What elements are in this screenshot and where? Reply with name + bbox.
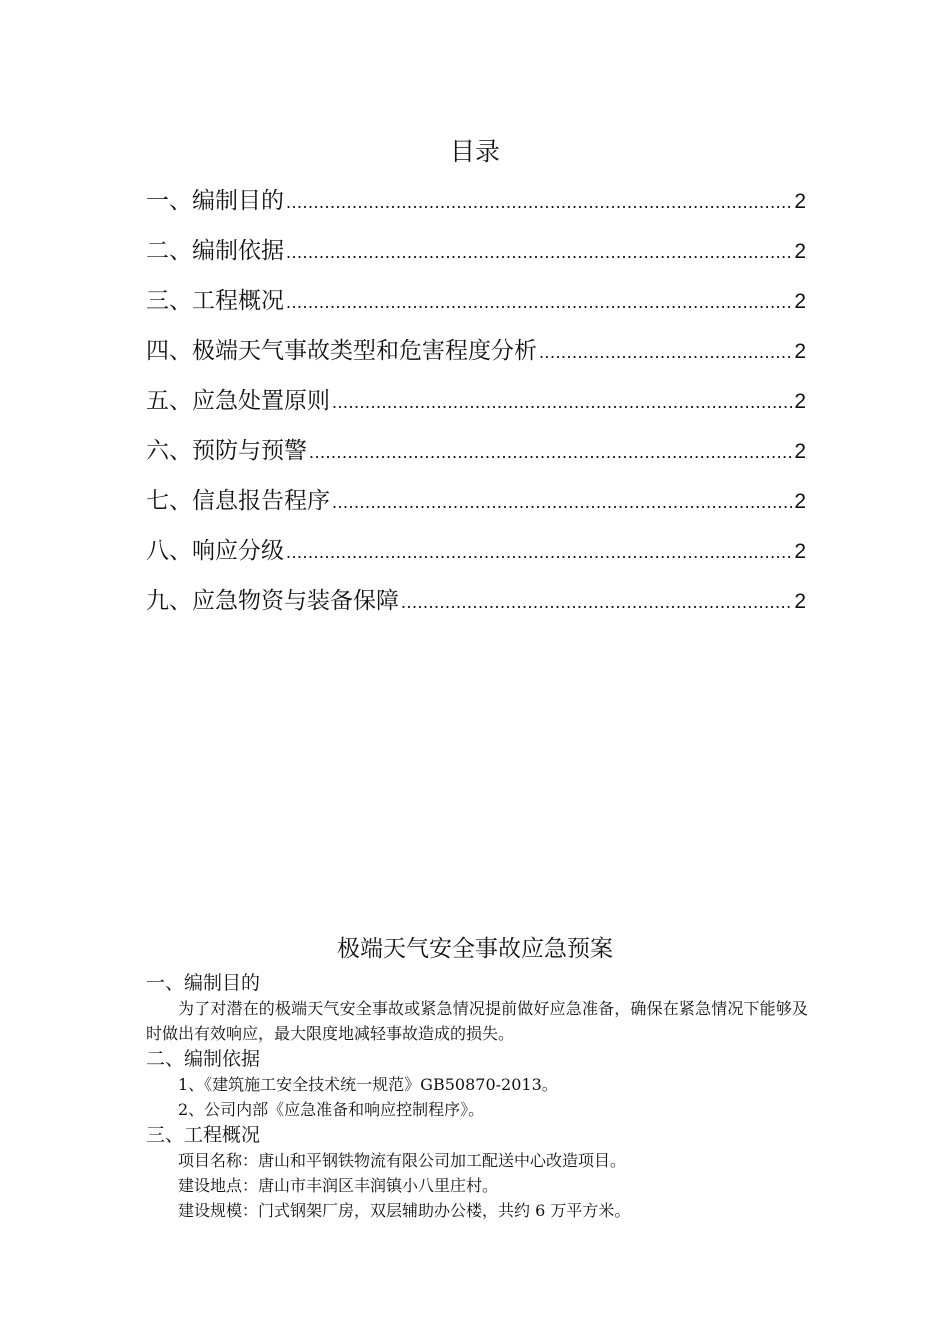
list-item: 建设地点：唐山市丰润区丰润镇小八里庄村。	[178, 1176, 499, 1195]
toc-entry[interactable]	[146, 432, 806, 482]
toc-entry-page: 2	[794, 290, 806, 313]
toc-entry-page: 2	[794, 590, 806, 613]
toc-entry[interactable]	[146, 282, 806, 332]
toc-entry[interactable]	[146, 182, 806, 232]
toc-leader-dots	[332, 392, 792, 413]
toc-entry-label: 三、工程概况	[146, 288, 284, 314]
toc-entry-page: 2	[794, 240, 806, 263]
toc-entry[interactable]	[146, 232, 806, 282]
list-item: 建设规模：门式钢架厂房，双层辅助办公楼，共约 6 万平方米。	[178, 1201, 631, 1220]
toc-leader-dots	[309, 442, 792, 463]
toc-entry-label: 九、应急物资与装备保障	[146, 588, 399, 614]
toc-entry[interactable]	[146, 332, 806, 382]
toc-leader-dots	[286, 192, 792, 213]
document-title: 极端天气安全事故应急预案	[337, 936, 613, 962]
toc-entry-page: 2	[794, 540, 806, 563]
section-heading: 三、工程概况	[146, 1124, 261, 1146]
toc-leader-dots	[401, 592, 792, 613]
section-paragraph: 为了对潜在的极端天气安全事故或紧急情况提前做好应急准备，确保在紧急情况下能够及时做出有效响应，最大限度地减轻事故造成的损失。	[146, 999, 808, 1043]
section-heading: 一、编制目的	[146, 972, 261, 994]
toc-entry-label: 七、信息报告程序	[146, 488, 330, 514]
toc-leader-dots	[332, 492, 792, 513]
toc-entry-page: 2	[794, 390, 806, 413]
list-item: 1、《建筑施工安全技术统一规范》GB50870-2013。	[178, 1075, 558, 1094]
table-of-contents	[146, 182, 806, 632]
toc-entry-label: 四、极端天气事故类型和危害程度分析	[146, 338, 537, 364]
toc-entry-label: 二、编制依据	[146, 238, 284, 264]
toc-entry[interactable]	[146, 532, 806, 582]
toc-entry-label: 八、响应分级	[146, 538, 284, 564]
toc-entry-label: 六、预防与预警	[146, 438, 307, 464]
section-heading: 二、编制依据	[146, 1048, 261, 1070]
toc-leader-dots	[286, 242, 792, 263]
toc-entry[interactable]	[146, 582, 806, 632]
toc-entry[interactable]	[146, 382, 806, 432]
toc-entry-page: 2	[794, 340, 806, 363]
list-item: 2、公司内部《应急准备和响应控制程序》。	[178, 1100, 485, 1119]
toc-leader-dots	[539, 342, 792, 363]
toc-entry-page: 2	[794, 190, 806, 213]
toc-entry-page: 2	[794, 440, 806, 463]
document-body	[146, 970, 808, 1223]
toc-entry-label: 五、应急处置原则	[146, 388, 330, 414]
toc-entry-label: 一、编制目的	[146, 188, 284, 214]
list-item: 项目名称：唐山和平钢铁物流有限公司加工配送中心改造项目。	[178, 1151, 627, 1170]
toc-title: 目录	[449, 137, 500, 166]
toc-leader-dots	[286, 542, 792, 563]
toc-entry-page: 2	[794, 490, 806, 513]
toc-entry[interactable]	[146, 482, 806, 532]
toc-leader-dots	[286, 292, 792, 313]
